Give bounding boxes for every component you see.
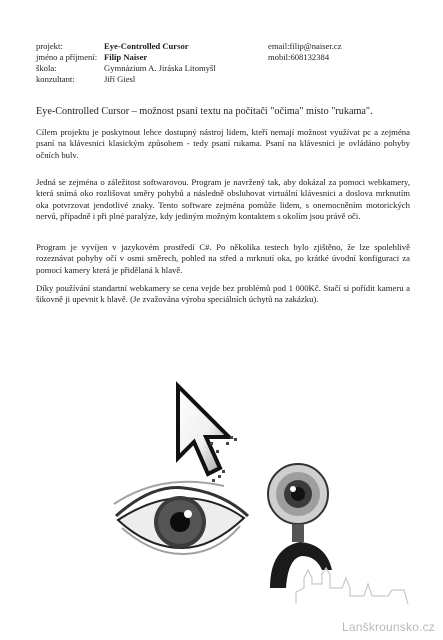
watermark: Lanškrounsko.cz: [341, 620, 435, 634]
contact-email: email:filip@naiser.cz: [268, 41, 342, 51]
paragraph-cost: Díky používání standartní webkamery se cena vejde bez problémů pod 1 000Kč. Stačí si pořídit kameru a šikovně ji upevnit k hlavě. (Je zvažována výroba speciálních úchytů na zakázku).: [36, 283, 410, 305]
header-contact: [268, 41, 342, 63]
label-project: projekt:: [36, 41, 63, 51]
author-name: Filip Naiser: [104, 52, 148, 62]
header-labels: [36, 41, 97, 85]
paragraph-software: Jedná se zejména o záležitost softwarovou. Program je navržený tak, aby dokázal za pomoci webkamery, která snímá oko rozlišovat směry pohybů a následně obsluhovat virtuální klávesnici a doslova mrknutím oka potvrzovat jendotlivé znaky. Tento software zejména pomůže lidem, s onemocněním motorických nervů, případně i při plné paralýze, kdy jediným možným kontaktem s okolím jsou právě oči.: [36, 177, 410, 222]
school-name: Gymnázium A. Jiráska Litomyšl: [104, 63, 216, 73]
skyline-decoration: [292, 548, 412, 608]
project-name: Eye-Controlled Cursor: [104, 41, 189, 51]
label-name: jméno a příjmení:: [36, 52, 98, 62]
eye-icon: [112, 476, 252, 558]
label-school: škola:: [36, 63, 57, 73]
document-title: Eye-Controlled Cursor – možnost psaní textu na počítači "očima" místo "rukama".: [36, 106, 373, 117]
consultant-name: Jiří Giesl: [104, 74, 136, 84]
paragraph-goal: Cílem projektu je poskytnout lehce dostupný nástroj lidem, kteří nemají možnost využívat pc a zejména psaní na klávesnici klasickým způsobem - tedy psaní rukama. Psaní na klávesnici je ovládáno pohyby očních bulv.: [36, 127, 410, 160]
label-consultant: konzultant:: [36, 74, 75, 84]
cursor-arrow-icon: [166, 380, 262, 490]
header-values: [104, 41, 216, 85]
paragraph-development: Program je vyvíjen v jazykovém prostředí C#. Po několika testech bylo zjištěno, že lze spolehlivě rozeznávat pohyby očí v osmi směrech, pohled na střed a mrknutí oka, po krátké úvodní konfiguraci za pomocí kamery která je přidělaná k hlavě.: [36, 242, 410, 275]
contact-mobile: mobil:608132384: [268, 52, 330, 62]
